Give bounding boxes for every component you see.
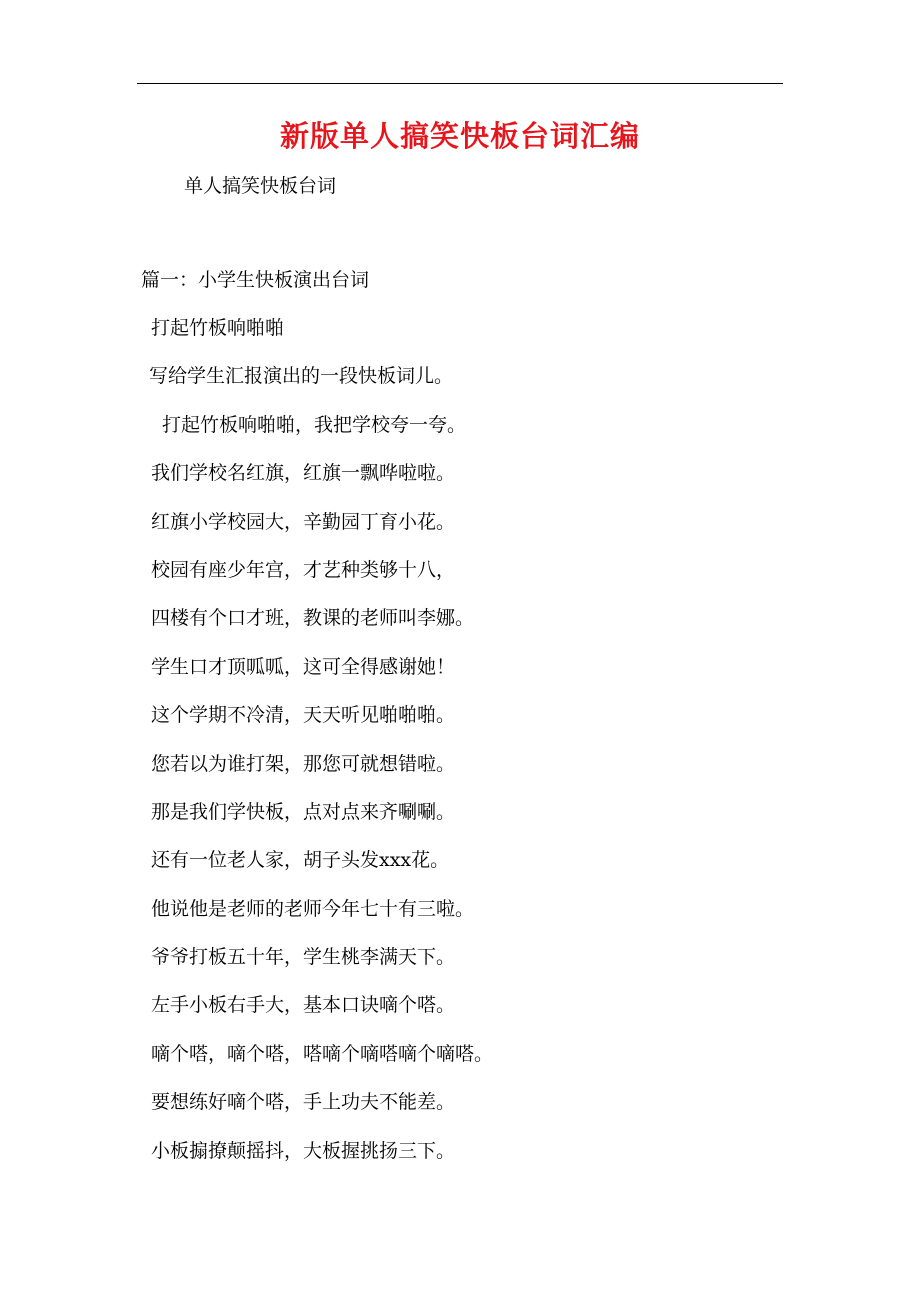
- section-heading: 篇一：小学生快板演出台词: [141, 269, 370, 291]
- document-subtitle: 单人搞笑快板台词: [184, 175, 337, 197]
- lyric-line: 爷爷打板五十年，学生桃李满天下。: [151, 946, 456, 968]
- lyric-line: 小板搧撩颠摇抖，大板握挑扬三下。: [151, 1140, 456, 1162]
- lyric-line: 他说他是老师的老师今年七十有三啦。: [151, 898, 475, 920]
- lyric-line: 左手小板右手大，基本口诀嘀个嗒。: [151, 994, 456, 1016]
- lyric-line: 四楼有个口才班，教课的老师叫李娜。: [151, 607, 475, 629]
- lyric-line: 打起竹板响啪啪，我把学校夸一夸。: [162, 414, 467, 436]
- lyric-line: 嘀个嗒，嘀个嗒，嗒嘀个嘀嗒嘀个嘀嗒。: [151, 1043, 494, 1065]
- document-title: 新版单人搞笑快板台词汇编: [279, 119, 640, 153]
- lyric-line: 要想练好嘀个嗒，手上功夫不能差。: [151, 1091, 456, 1113]
- lyric-line: 校园有座少年宫，才艺种类够十八，: [151, 559, 456, 581]
- lyric-line: 红旗小学校园大，辛勤园丁育小花。: [151, 511, 456, 533]
- lyric-line: 学生口才顶呱呱，这可全得感谢她！: [151, 656, 456, 678]
- lyric-line: 您若以为谁打架，那您可就想错啦。: [151, 753, 456, 775]
- header-rule: [137, 83, 783, 84]
- lyric-line: 这个学期不冷清，天天听见啪啪啪。: [151, 704, 456, 726]
- lyric-line: 那是我们学快板，点对点来齐唰唰。: [151, 801, 456, 823]
- lyric-line: 打起竹板响啪啪: [151, 317, 285, 339]
- lyric-line: 我们学校名红旗，红旗一飘哗啦啦。: [151, 462, 456, 484]
- lyric-line: 写给学生汇报演出的一段快板词儿。: [149, 365, 454, 387]
- lyric-line: 还有一位老人家，胡子头发xxx花。: [151, 849, 450, 871]
